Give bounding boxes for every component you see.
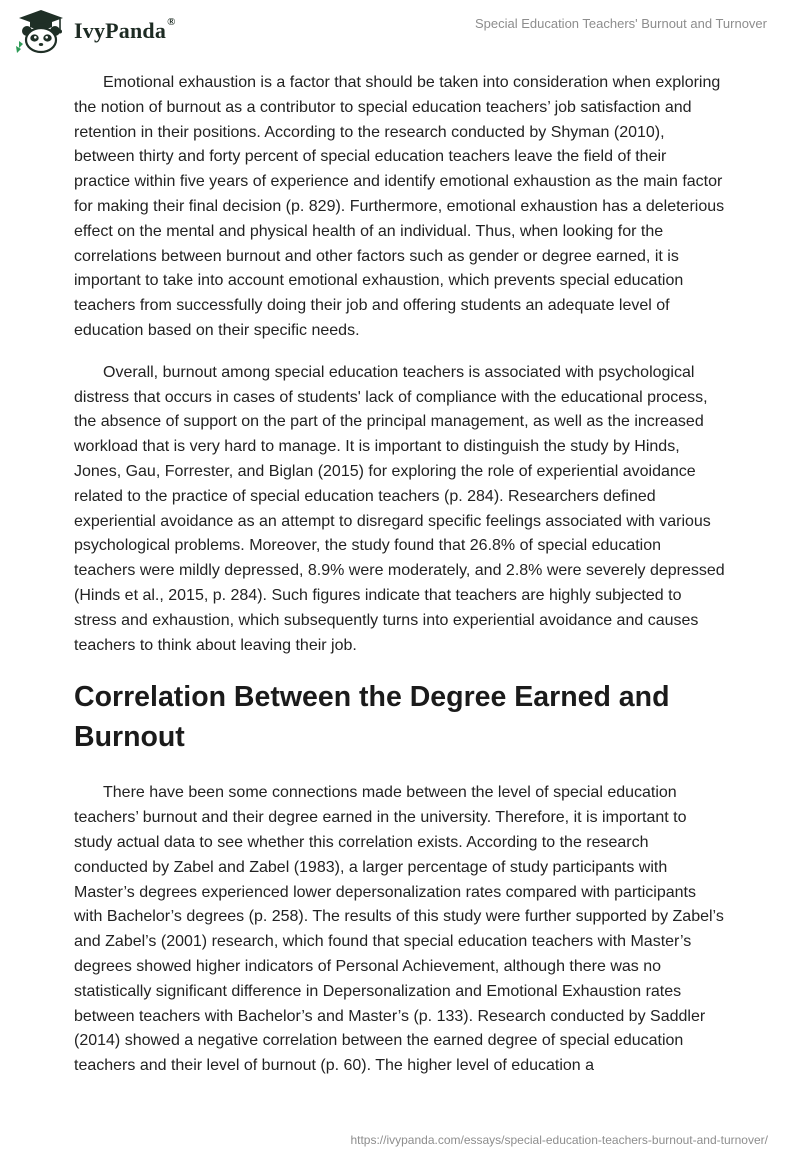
registered-mark: ®	[167, 16, 176, 28]
essay-content	[74, 71, 726, 1079]
ivypanda-logo[interactable]	[14, 8, 176, 54]
section-heading: Correlation Between the Degree Earned and Burnout	[74, 681, 670, 754]
paragraph-emotional-exhaustion: Emotional exhaustion is a factor that should be taken into consideration when exploring the notion of burnout as a contributor to special education teachers’ job satisfaction and retention in their positions. According to the research conducted by Shyman (2010), between thirty and forty percent of special education teachers leave the field of their practice within five years of experience and identify emotional exhaustion as the main factor for making their final decision (p. 829). Furthermore, emotional exhaustion has a deleterious effect on the mental and physical health of an individual. Thus, when looking for the correlations between burnout and other factors such as gender or degree earned, it is important to take into account emotional exhaustion, which prevents special education teachers from successfully doing their job and offering students an adequate level of education based on their specific needs.	[74, 74, 725, 339]
source-url[interactable]: https://ivypanda.com/essays/special-education-teachers-burnout-and-turnover/	[350, 1133, 768, 1147]
document-title: Special Education Teachers' Burnout and Turnover	[474, 16, 767, 31]
brand-name	[74, 18, 176, 44]
brand-name-text: IvyPanda	[74, 18, 167, 43]
paragraph-burnout-overall: Overall, burnout among special education teachers is associated with psychological distress that occurs in cases of students' lack of compliance with the educational process, the absence of support on the part of the principal management, as well as the increased workload that is very hard to manage. It is important to distinguish the study by Hinds, Jones, Gau, Forrester, and Biglan (2015) for exploring the role of experiential avoidance related to the practice of special education teachers (p. 284). Researchers defined experiential avoidance as an attempt to disregard specific feelings associated with various psychological problems. Moreover, the study found that 26.8% of special education teachers were mildly depressed, 8.9% were moderately, and 2.8% were severely depressed (Hinds et al., 2015, p. 284). Such figures indicate that teachers are highly subjected to stress and exhaustion, which subsequently turns into experiential avoidance and causes teachers to think about leaving their job.	[74, 363, 725, 654]
paragraph-degree-correlation: There have been some connections made between the level of special education teachers’ burnout and their degree earned in the university. Therefore, it is important to study actual data to see whether this correlation exists. According to the research conducted by Zabel and Zabel (1983), a larger percentage of study participants with Master’s degrees experienced lower depersonalization rates compared with participants with Bachelor’s degrees (p. 258). The results of this study were further supported by Zabel’s and Zabel’s (2001) research, which found that special education teachers with Master’s degrees showed higher indicators of Personal Achievement, although there was no statistically significant difference in Depersonalization and Emotional Exhaustion rates between teachers with Bachelor’s and Master’s (p. 133). Research conducted by Saddler (2014) showed a negative correlation between the earned degree of special education teachers and their level of burnout (p. 60). The higher level of education a	[74, 784, 724, 1075]
panda-graduate-icon	[14, 8, 68, 54]
page-header	[0, 0, 800, 62]
